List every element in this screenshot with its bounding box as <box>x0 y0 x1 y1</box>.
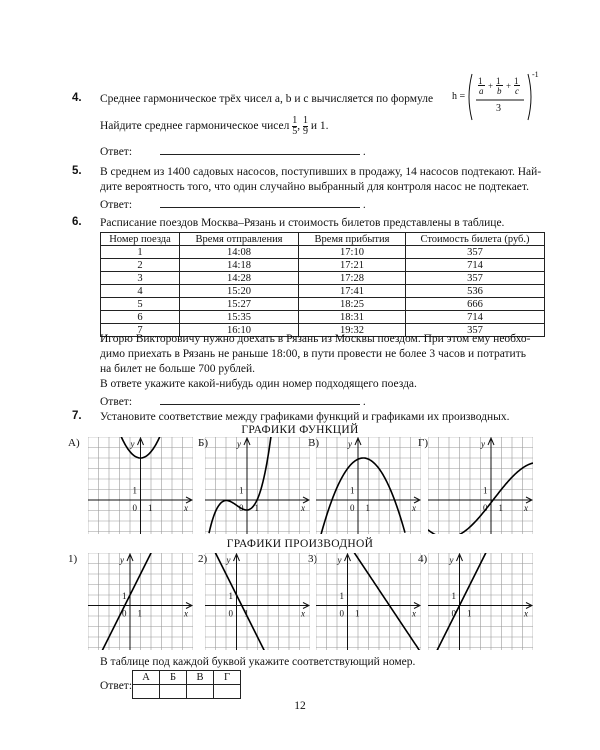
task-7-text: Установите соответствие между графиками функций и графиками их производных. <box>100 411 510 423</box>
y-axis-label: y <box>237 439 241 449</box>
graph-label-3: 3) <box>308 553 318 565</box>
task-5-answer: Ответ: . <box>100 199 366 211</box>
formula-one-b: 1 <box>496 76 501 86</box>
derivative-graph-2 <box>205 553 310 650</box>
x-unit-label: 1 <box>137 608 142 619</box>
task-7-number: 7. <box>72 410 82 422</box>
answer-table <box>132 670 241 699</box>
task-5-line-1: В среднем из 1400 садовых насосов, поступивших в продажу, 14 насосов подтекают. Най- <box>100 166 542 178</box>
table-cell: 14:08 <box>180 246 299 259</box>
table-cell: 17:21 <box>299 259 406 272</box>
task-4-question-end: и 1. <box>310 120 329 133</box>
answer-letter-b: Б <box>160 671 187 685</box>
table-cell: 18:25 <box>299 298 406 311</box>
function-graph-b <box>205 437 310 534</box>
origin-label: 0 <box>228 608 233 619</box>
f1-num: 1 <box>292 115 298 126</box>
derivative-graph-3 <box>316 553 421 650</box>
graph-label-a: А) <box>68 437 80 449</box>
answer-label: Ответ: <box>100 396 133 408</box>
table-cell: 15:35 <box>180 311 299 324</box>
table-cell: 3 <box>101 272 180 285</box>
train-schedule-table <box>100 232 545 337</box>
graph-label-b: Б) <box>198 437 208 449</box>
task-5-line-2: дите вероятность того, что один случайно выбранный для контроля насос не подтекает. <box>100 181 529 193</box>
x-unit-label: 1 <box>365 503 370 513</box>
table-cell: 714 <box>406 311 545 324</box>
answer-cells-row <box>133 685 241 699</box>
task-4-text: Среднее гармоническое трёх чисел a, b и c вычисляется по формуле <box>100 93 434 105</box>
task-4-answer: Ответ: . <box>100 146 366 158</box>
table-row <box>101 285 545 298</box>
table-row <box>101 246 545 259</box>
derivatives-heading: ГРАФИКИ ПРОИЗВОДНОЙ <box>226 538 374 550</box>
functions-heading: ГРАФИКИ ФУНКЦИЙ <box>241 424 359 436</box>
function-graph-v <box>316 437 421 534</box>
derivative-line-1 <box>102 553 152 650</box>
x-unit-label: 1 <box>498 503 503 513</box>
table-cell: 14:18 <box>180 259 299 272</box>
y-unit-label: 1 <box>350 485 355 496</box>
answer-line[interactable] <box>160 197 360 208</box>
x-axis-label: x <box>184 608 188 619</box>
formula-one-c: 1 <box>514 76 519 86</box>
answer-label: Ответ: <box>100 146 133 158</box>
function-curve-v <box>321 458 405 534</box>
table-cell: 15:27 <box>180 298 299 311</box>
y-unit-label: 1 <box>132 485 137 496</box>
derivative-line-4 <box>437 553 486 650</box>
table-cell: 1 <box>101 246 180 259</box>
table-cell: 6 <box>101 311 180 324</box>
origin-label: 0 <box>451 608 456 619</box>
function-graph-g <box>428 437 533 534</box>
x-unit-label: 1 <box>467 608 472 619</box>
answer-line[interactable] <box>160 394 360 405</box>
table-cell: 357 <box>406 272 545 285</box>
graph-label-2: 2) <box>198 553 208 565</box>
task-6-number: 6. <box>72 216 82 228</box>
task-4-number: 4. <box>72 92 82 104</box>
formula-one-a: 1 <box>478 76 483 86</box>
origin-label: 0 <box>122 608 127 619</box>
page-number: 12 <box>294 700 306 712</box>
f1-den: 5 <box>292 126 298 137</box>
table-row <box>101 298 545 311</box>
graph-label-1: 1) <box>68 553 78 565</box>
table-cell: 5 <box>101 298 180 311</box>
table-cell: 4 <box>101 285 180 298</box>
col-arrival: Время прибытия <box>299 233 406 246</box>
table-cell: 2 <box>101 259 180 272</box>
table-cell: 7 <box>101 324 180 337</box>
formula-three: 3 <box>496 103 501 114</box>
task-6-para-2: димо приехать в Рязань не раньше 18:00, в пути провести не более 3 часов и потратить <box>100 348 526 360</box>
task-5-number: 5. <box>72 165 82 177</box>
answer-cell-g[interactable] <box>214 685 241 699</box>
table-row <box>101 272 545 285</box>
task-6-answer: Ответ: . <box>100 396 366 408</box>
x-axis-label: x <box>301 503 305 513</box>
formula-h: h = <box>452 91 466 102</box>
answer-letter-a: А <box>133 671 160 685</box>
origin-label: 0 <box>132 503 137 513</box>
task-6-para-1: Игорю Викторовичу нужно доехать в Рязань из Москвы поездом. При этом ему необхо- <box>100 333 531 345</box>
table-cell: 536 <box>406 285 545 298</box>
answer-letters-row <box>133 671 241 685</box>
comma: , <box>297 120 301 133</box>
table-cell: 357 <box>406 324 545 337</box>
table-cell: 18:31 <box>299 311 406 324</box>
f2-den: 9 <box>303 126 309 137</box>
table-cell: 19:32 <box>299 324 406 337</box>
task-6-para-3: на билет не больше 700 рублей. <box>100 363 256 375</box>
x-unit-label: 1 <box>244 608 249 619</box>
function-graph-a <box>88 437 193 534</box>
x-unit-label: 1 <box>355 608 360 619</box>
x-axis-label: x <box>412 608 416 619</box>
task-6-para-4: В ответе укажите какой-нибудь один номер подходящего поезда. <box>100 378 417 390</box>
table-cell: 17:41 <box>299 285 406 298</box>
table-cell: 17:28 <box>299 272 406 285</box>
answer-letter-v: В <box>187 671 214 685</box>
table-cell: 357 <box>406 246 545 259</box>
formula-b: b <box>497 86 502 96</box>
formula-exponent: -1 <box>532 70 539 79</box>
table-cell: 714 <box>406 259 545 272</box>
graph-label-v: В) <box>308 437 319 449</box>
table-cell: 14:28 <box>180 272 299 285</box>
task-4-question <box>100 116 329 137</box>
answer-cell-a[interactable] <box>133 685 160 699</box>
table-cell: 16:10 <box>180 324 299 337</box>
table-cell: 17:10 <box>299 246 406 259</box>
answer-letter-g: Г <box>214 671 241 685</box>
y-unit-label: 1 <box>451 591 456 601</box>
derivative-graph-4 <box>428 553 533 650</box>
table-header-row <box>101 233 545 246</box>
x-axis-label: x <box>524 503 528 513</box>
y-axis-label: y <box>130 439 135 449</box>
table-cell: 666 <box>406 298 545 311</box>
origin-label: 0 <box>239 503 244 513</box>
task-7-instruction: В таблице под каждой буквой укажите соответствующий номер. <box>100 656 416 668</box>
formula-brackets <box>466 72 536 122</box>
col-departure: Время отправления <box>180 233 299 246</box>
formula-plus-1: + <box>488 81 494 91</box>
task-4-question-start: Найдите среднее гармоническое чисел <box>100 120 290 133</box>
x-axis-label: x <box>184 503 188 513</box>
y-axis-label: y <box>481 439 485 449</box>
y-unit-label: 1 <box>228 591 233 601</box>
derivative-line-3 <box>354 553 420 650</box>
y-unit-label: 1 <box>483 485 488 496</box>
answer-cell-b[interactable] <box>160 685 187 699</box>
answer-label: Ответ: <box>100 199 133 211</box>
x-axis-label: x <box>412 503 416 513</box>
origin-label: 0 <box>483 503 488 513</box>
x-unit-label: 1 <box>148 503 153 513</box>
table-row <box>101 311 545 324</box>
derivative-graph-1 <box>88 553 193 650</box>
formula-plus-2: + <box>506 81 512 91</box>
origin-label: 0 <box>350 503 355 513</box>
y-axis-label: y <box>120 555 124 565</box>
y-unit-label: 1 <box>339 591 344 601</box>
answer-cell-v[interactable] <box>187 685 214 699</box>
col-train-number: Номер поезда <box>101 233 180 246</box>
formula-a: a <box>479 86 484 96</box>
x-unit-label: 1 <box>254 503 259 513</box>
graph-label-g: Г) <box>418 437 429 449</box>
formula-c: c <box>515 86 519 96</box>
origin-label: 0 <box>339 608 344 619</box>
task-7-answer-label: Ответ: <box>100 680 133 692</box>
answer-line[interactable] <box>160 144 360 155</box>
graph-label-4: 4) <box>418 553 428 565</box>
y-axis-label: y <box>449 555 454 565</box>
table-row <box>101 259 545 272</box>
y-axis-label: y <box>337 555 342 565</box>
fraction-one-ninth <box>303 116 308 137</box>
y-axis-label: y <box>226 555 231 565</box>
y-axis-label: y <box>348 439 352 449</box>
harmonic-mean-formula <box>452 72 542 122</box>
y-unit-label: 1 <box>122 591 127 601</box>
x-axis-label: x <box>301 608 305 619</box>
col-price: Стоимость билета (руб.) <box>406 233 545 246</box>
x-axis-label: x <box>524 608 528 619</box>
f2-num: 1 <box>303 115 309 126</box>
table-cell: 15:20 <box>180 285 299 298</box>
task-6-intro: Расписание поездов Москва–Рязань и стоимость билетов представлены в таблице. <box>100 217 505 229</box>
y-unit-label: 1 <box>239 485 244 496</box>
